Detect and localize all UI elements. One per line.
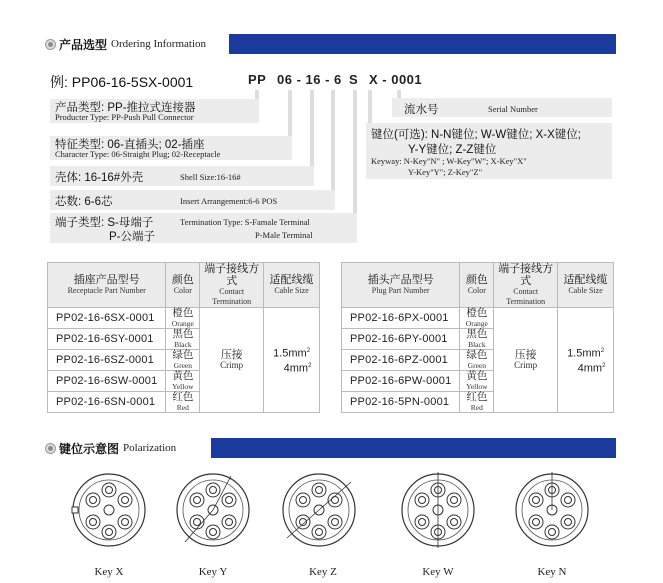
- termination-type-cn-2: P-公端子: [109, 231, 155, 243]
- termination-type-cn: 端子类型: S-母端子: [55, 217, 154, 229]
- color-cell: 黑色 Black: [166, 329, 200, 350]
- code-part-key-serial: X - 0001: [369, 72, 423, 87]
- ordering-section-header: [46, 34, 616, 54]
- product-type-en: Producter Type: PP-Push Pull Connector: [55, 112, 194, 122]
- shell-size-en: Shell Size:16-16#: [180, 172, 241, 182]
- keyway-en: Keyway: N-Key"N" ; W-Key"W"; X-Key"X": [371, 156, 527, 166]
- receptacle-header-termination: 端子接线方式 Contact Termination: [200, 263, 264, 308]
- serial-number-en: Serial Number: [488, 104, 538, 114]
- character-type-cn: 特征类型: 06-直插头; 02-插座: [55, 139, 205, 151]
- code-part-termination: S: [349, 72, 359, 87]
- termination-cell: 压接 Crimp: [494, 308, 558, 413]
- table-row: [48, 308, 320, 329]
- color-cell: 红色 Red: [166, 392, 200, 413]
- color-cell: 黑色 Black: [460, 329, 494, 350]
- shell-size-cn: 壳体: 16-16#外壳: [55, 172, 144, 184]
- receptacle-header-color: 颜色 Color: [166, 263, 200, 308]
- insert-arrangement-label: [50, 190, 335, 210]
- connector-face-icon: [173, 470, 253, 550]
- part-number: PP02-16-6PW-0001: [342, 371, 460, 392]
- serial-number-label: [392, 98, 612, 117]
- plug-header-part: 插头产品型号 Plug Part Number: [342, 263, 460, 308]
- shell-size-label: [50, 166, 314, 186]
- plug-header-termination: 端子接线方式 Contact Termination: [494, 263, 558, 308]
- termination-type-en-2: P-Male Terminal: [255, 230, 313, 240]
- character-type-en: Character Type: 06-Straight Plug; 02-Receptacle: [55, 149, 221, 159]
- header-bar: [229, 34, 616, 54]
- connector-face-icon: [398, 470, 478, 550]
- color-cell: 红色 Red: [460, 392, 494, 413]
- key-w-diagram: [398, 470, 478, 550]
- code-part-spec: 06 - 16 - 6: [277, 72, 342, 87]
- connector-face-icon: [279, 470, 359, 550]
- product-type-label: [50, 99, 259, 123]
- product-type-cn: 产品类型: PP-推拉式连接器: [55, 102, 196, 114]
- code-part-type: PP: [248, 72, 267, 87]
- termination-cell: 压接 Crimp: [200, 308, 264, 413]
- color-cell: 绿色 Green: [460, 350, 494, 371]
- color-cell: 橙色 Orange: [166, 308, 200, 329]
- polarization-title-en: Polarization: [123, 442, 177, 454]
- key-y-diagram: [173, 470, 253, 550]
- serial-number-cn: 流水号: [404, 104, 439, 116]
- part-number: PP02-16-6SZ-0001: [48, 350, 166, 371]
- table-row: [342, 308, 614, 329]
- key-n-label: Key N: [537, 566, 567, 578]
- receptacle-header-part: 插座产品型号 Receptacle Part Number: [48, 263, 166, 308]
- termination-type-label: [50, 213, 357, 243]
- keyway-en-2: Y-Key"Y"; Z-Key"Z": [408, 167, 483, 177]
- connector-face-icon: [512, 470, 592, 550]
- key-x-label: Key X: [94, 566, 124, 578]
- color-cell: 橙色 Orange: [460, 308, 494, 329]
- connector-line: [331, 90, 335, 202]
- part-number: PP02-16-6SN-0001: [48, 392, 166, 413]
- part-number: PP02-16-6PZ-0001: [342, 350, 460, 371]
- part-number: PP02-16-6SX-0001: [48, 308, 166, 329]
- polarization-title-cn: 键位示意图: [59, 441, 120, 456]
- color-cell: 绿色 Green: [166, 350, 200, 371]
- part-number: PP02-16-5PN-0001: [342, 392, 460, 413]
- plug-table: [341, 262, 614, 413]
- part-number: PP02-16-6SW-0001: [48, 371, 166, 392]
- keyway-cn: 键位(可选): N-N键位; W-W键位; X-X键位;: [371, 129, 581, 141]
- keyway-label: [366, 123, 612, 179]
- key-x-diagram: [69, 470, 149, 550]
- plug-header-color: 颜色 Color: [460, 263, 494, 308]
- connector-face-icon: [69, 470, 149, 550]
- part-number: PP02-16-6PY-0001: [342, 329, 460, 350]
- ordering-title-cn: 产品选型: [59, 37, 108, 52]
- cable-size-cell: $1.5mm^2$ $4mm^2$: [264, 308, 320, 413]
- ordering-title-en: Ordering Information: [111, 38, 207, 50]
- polarization-section-header: [46, 438, 616, 458]
- insert-arrangement-cn: 芯数: 6-6芯: [55, 196, 113, 208]
- key-w-label: Key W: [422, 566, 454, 578]
- character-type-label: [50, 136, 292, 160]
- receptacle-header-cable: 适配线缆 Cable Size: [264, 263, 320, 308]
- example-label: 例: PP06-16-5SX-0001: [50, 74, 194, 90]
- bullet-icon: [46, 444, 55, 453]
- key-y-label: Key Y: [198, 566, 228, 578]
- key-n-diagram: [512, 470, 592, 550]
- color-cell: 黄色 Yellow: [460, 371, 494, 392]
- insert-arrangement-en: Insert Arrangement:6-6 POS: [180, 196, 278, 206]
- part-number: PP02-16-6SY-0001: [48, 329, 166, 350]
- keyway-cn-2: Y-Y键位; Z-Z键位: [408, 144, 497, 156]
- cable-size-cell: $1.5mm^2$ $4mm^2$: [558, 308, 614, 413]
- color-cell: 黄色 Yellow: [166, 371, 200, 392]
- plug-header-cable: 适配线缆 Cable Size: [558, 263, 614, 308]
- key-z-diagram: [279, 470, 359, 550]
- receptacle-table: [47, 262, 320, 413]
- header-bar: [211, 438, 616, 458]
- termination-type-en: Termination Type: S-Famale Terminal: [180, 217, 310, 227]
- part-number: PP02-16-6PX-0001: [342, 308, 460, 329]
- bullet-icon: [46, 40, 55, 49]
- key-z-label: Key Z: [309, 566, 337, 578]
